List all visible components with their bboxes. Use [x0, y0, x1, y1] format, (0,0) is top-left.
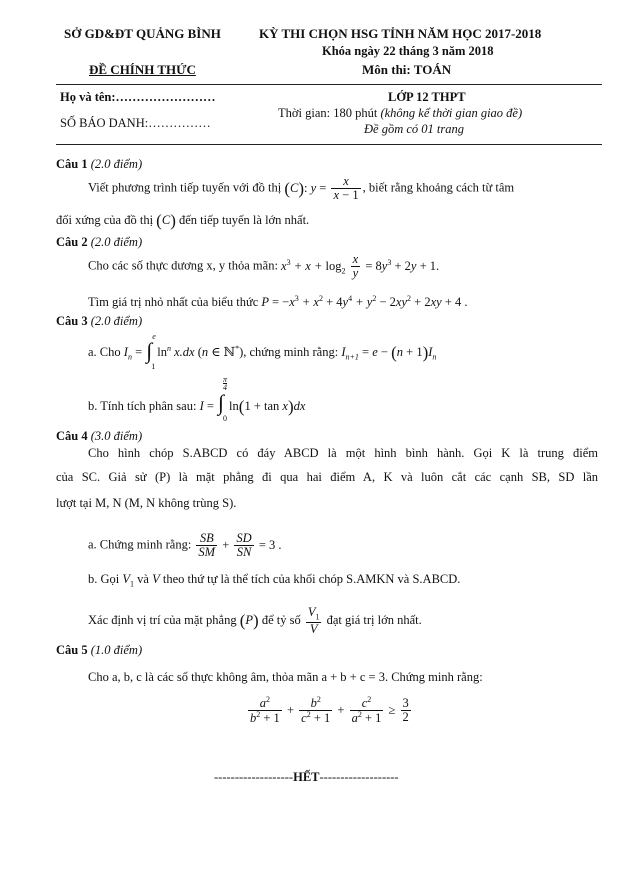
end-dashes-right: -------------------	[319, 770, 399, 784]
q1-text-b: , biết rằng khoảng cách từ tâm	[362, 180, 515, 195]
candidate-name-field: Họ và tên:……………………	[60, 90, 216, 104]
question-4-line-3: lượt tại M, N (M, N không trùng S).	[56, 496, 237, 510]
q3-integral-definition: $I_n$ = ∫ e 1 $\ln^n x.dx$ (n ∈ ℕ*)	[123, 332, 244, 371]
q3-part-b-label: b. Tính tích phân sau:	[88, 398, 197, 413]
q4-part-b-post: theo thứ tự là thể tích của khối chóp S.AMKN và S.ABCD.	[162, 572, 461, 586]
candidate-id-field: SỐ BÁO DANH:……………	[60, 116, 211, 130]
question-5-points: (1.0 điểm)	[90, 643, 143, 657]
end-marker	[214, 770, 399, 785]
q2-text-b: Tìm giá trị nhỏ nhất của biểu thức	[88, 295, 259, 310]
q1-graph-formula: (C): y = $\frac{x}{x - 1}$	[284, 174, 359, 203]
question-1-line-1	[88, 175, 514, 202]
question-2-points: (2.0 điểm)	[90, 235, 143, 249]
question-4-line-1: Cho hình chóp S.ABCD có đáy ABCD là một hình bình hành. Gọi K là trung điểm	[88, 446, 598, 460]
question-3-part-a	[88, 332, 437, 371]
question-5-inequality: $\frac{a^2}{b^2 + 1}$ + $\frac{b^2}{c^2 + 1}$ + $\frac{c^2}{a^2 + 1}$ ≥ $\frac{3}{2}$	[250, 695, 409, 726]
q1-text-a: Viết phương trình tiếp tuyến với đồ thị	[88, 180, 282, 195]
q4-ratio-identity: $\frac{SB}{SM}$ + $\frac{SD}{SN}$ = 3 .	[198, 531, 282, 560]
q3-part-a-label: a. Cho	[88, 344, 121, 359]
q1-text-d: đến tiếp tuyến là lớn nhất.	[178, 212, 310, 227]
time-prefix: Thời gian: 180 phút	[278, 106, 381, 120]
end-word: HẾT	[293, 770, 320, 784]
question-4-part-c: Xác định vị trí của mặt phẳng (P) để tỷ số $\frac{V_1}{V}$ đạt giá trị lớn nhất.	[88, 605, 422, 636]
q4-part-b-pre: b. Gọi	[88, 572, 120, 586]
q4-part-a-label: a. Chứng minh rằng:	[88, 537, 192, 552]
question-5-text: Cho a, b, c là các số thực không âm, thỏa mãn a + b + c = 3. Chứng minh rằng:	[88, 670, 483, 684]
exam-title: KỲ THI CHỌN HSG TỈNH NĂM HỌC 2017-2018	[259, 26, 542, 41]
question-4-part-b: b. Gọi $V_1$ và V theo thứ tự là thể tích của khối chóp S.AMKN và S.ABCD.	[88, 572, 461, 589]
time-note: (không kể thời gian giao đề)	[380, 106, 523, 120]
pages-note: Đề gồm có 01 trang	[364, 122, 464, 136]
question-3-part-b	[88, 375, 306, 423]
question-2-line-1	[88, 253, 439, 280]
header-divider-top	[56, 84, 602, 85]
q3-integral-formula: I = ∫ π 4 0 ln(1 + tan x)dx	[199, 375, 306, 423]
q3-part-a-mid: , chứng minh rằng:	[243, 344, 339, 359]
question-4-title: Câu 4	[56, 429, 88, 443]
question-5-title: Câu 5	[56, 643, 88, 657]
question-3-points: (2.0 điểm)	[90, 314, 143, 328]
question-2-title: Câu 2	[56, 235, 88, 249]
exam-date: Khóa ngày 22 tháng 3 năm 2018	[322, 44, 494, 58]
grade-label: LỚP 12 THPT	[388, 90, 466, 104]
question-2-line-2	[88, 294, 468, 310]
q4-part-c-post: đạt giá trị lớn nhất.	[326, 612, 422, 627]
q2-condition-formula: $x^3 + x + \log_2$ $\frac{x}{y}$ = $8y^3 + 2y + 1$.	[281, 252, 440, 281]
question-5-heading	[56, 643, 142, 658]
question-3-heading	[56, 314, 142, 329]
question-4-line-2: của SC. Giả sử (P) là mặt phẳng đi qua hai điểm A, K và luôn cắt các cạnh SB, SD lần	[56, 470, 598, 484]
time-label	[278, 106, 522, 121]
q2-text-a: Cho các số thực dương x, y thỏa mãn:	[88, 258, 278, 273]
question-1-points: (2.0 điểm)	[90, 157, 143, 171]
q3-recurrence-formula: $I_{n+1} = e - (n + 1)I_n$	[341, 343, 437, 362]
question-1-heading	[56, 157, 142, 172]
q4-part-b-mid: và	[137, 572, 149, 586]
question-4-heading	[56, 429, 142, 444]
question-2-heading	[56, 235, 142, 250]
end-dashes-left: -------------------	[214, 770, 294, 784]
question-1-line-2: đối xứng của đồ thị (C) đến tiếp tuyến là lớn nhất.	[56, 211, 310, 230]
department-name: SỞ GD&ĐT QUẢNG BÌNH	[64, 26, 221, 41]
header-divider-bottom	[56, 144, 602, 145]
question-1-title: Câu 1	[56, 157, 88, 171]
question-3-title: Câu 3	[56, 314, 88, 328]
q1-text-c: đối xứng của đồ thị	[56, 212, 154, 227]
q4-part-c-mid: để tỷ số	[261, 612, 301, 627]
q4-part-c-pre: Xác định vị trí của mặt phẳng	[88, 612, 237, 627]
subject-label: Môn thi: TOÁN	[362, 62, 452, 77]
q2-expression-formula: $P = -x^3 + x^2 + 4y^4 + y^2 - 2xy^2 + 2xy + 4$ .	[261, 294, 468, 310]
question-4-part-a	[88, 532, 282, 559]
official-label: ĐỀ CHÍNH THỨC	[89, 62, 196, 77]
question-4-points: (3.0 điểm)	[90, 429, 143, 443]
